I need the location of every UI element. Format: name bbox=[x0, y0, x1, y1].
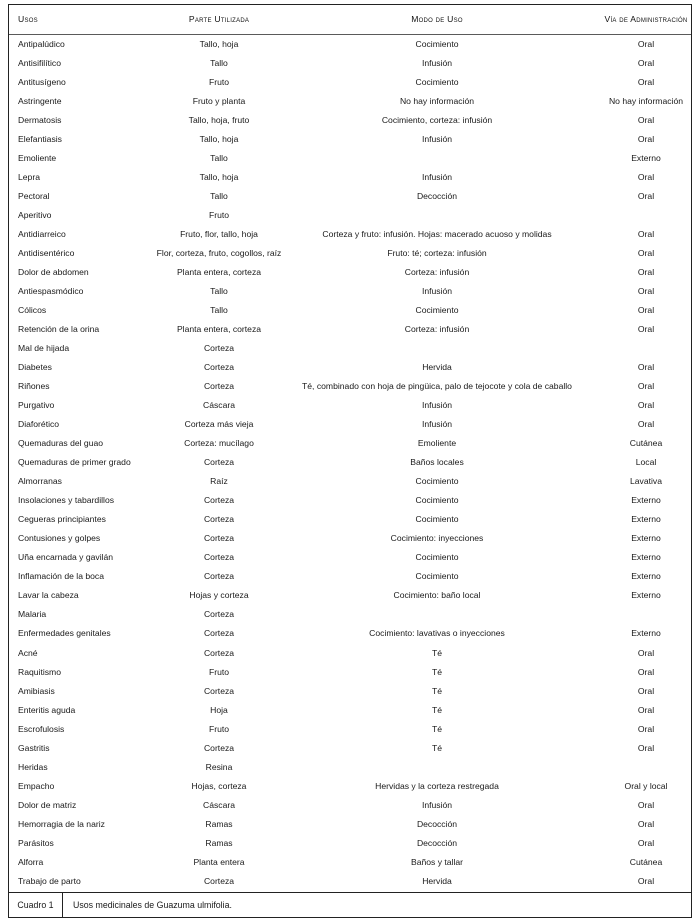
cell-modo: Té bbox=[431, 685, 443, 696]
column-header-modo-de-uso: Modo de Uso bbox=[411, 14, 463, 25]
cell-modo: Corteza: infusión bbox=[404, 267, 470, 278]
cell-parte: Tallo bbox=[210, 305, 228, 316]
cell-modo: Cocimiento: lavativas o inyecciones bbox=[369, 628, 505, 639]
cell-uso: Diaforético bbox=[18, 419, 60, 430]
cell-modo: Infusión bbox=[421, 419, 453, 430]
cell-via: Externo bbox=[631, 533, 661, 544]
cell-modo: Hervida bbox=[422, 875, 452, 886]
cell-via: Oral bbox=[637, 381, 655, 392]
cell-parte: Hojas y corteza bbox=[189, 590, 249, 601]
cell-modo: Corteza: infusión bbox=[404, 324, 470, 335]
cell-uso: Antidisentérico bbox=[18, 248, 75, 259]
cell-uso: Gastritis bbox=[18, 742, 50, 753]
table-row bbox=[9, 814, 691, 833]
cell-uso: Diabetes bbox=[18, 362, 52, 373]
cell-modo: Cocimiento bbox=[415, 495, 459, 506]
cell-uso: Antisifilítico bbox=[18, 58, 61, 69]
table-row bbox=[9, 491, 691, 510]
table-row bbox=[9, 624, 691, 643]
cell-via: Oral bbox=[637, 172, 655, 183]
cell-modo: Cocimiento bbox=[415, 571, 459, 582]
table-row bbox=[9, 92, 691, 111]
cell-via: No hay información bbox=[608, 96, 684, 107]
table-row bbox=[9, 377, 691, 396]
cell-uso: Dolor de matriz bbox=[18, 799, 77, 810]
cell-parte: Fruto bbox=[208, 77, 230, 88]
cell-modo: Cocimiento bbox=[415, 39, 459, 49]
cell-parte: Planta entera, corteza bbox=[176, 324, 262, 335]
cell-uso: Insolaciones y tabardillos bbox=[18, 495, 115, 506]
cell-uso: Uña encarnada y gavilán bbox=[18, 552, 114, 563]
table-row bbox=[9, 529, 691, 548]
cell-modo: Infusión bbox=[421, 799, 453, 810]
cell-parte: Tallo, hoja bbox=[199, 172, 239, 183]
table-row bbox=[9, 206, 691, 225]
table-row bbox=[9, 586, 691, 605]
table-row bbox=[9, 548, 691, 567]
cell-via: Oral bbox=[637, 818, 655, 829]
cell-uso: Mal de hijada bbox=[18, 343, 70, 354]
cell-uso: Malaria bbox=[18, 609, 47, 620]
cell-parte: Tallo bbox=[210, 191, 228, 202]
cell-uso: Alforra bbox=[18, 856, 44, 867]
cell-parte: Fruto bbox=[208, 666, 230, 677]
cell-uso: Quemaduras de primer grado bbox=[18, 457, 131, 468]
cell-modo: Infusión bbox=[421, 286, 453, 297]
table-row bbox=[9, 700, 691, 719]
table-row bbox=[9, 662, 691, 681]
cell-parte: Fruto, flor, tallo, hoja bbox=[180, 229, 258, 240]
cell-uso: Pectoral bbox=[18, 191, 50, 202]
table-row bbox=[9, 263, 691, 282]
table-row bbox=[9, 187, 691, 206]
cell-via: Oral bbox=[637, 799, 655, 810]
cell-uso: Elefantiasis bbox=[18, 134, 62, 145]
cell-modo: Hervidas y la corteza restregada bbox=[375, 780, 499, 791]
cell-uso: Antitusígeno bbox=[18, 77, 66, 88]
cell-modo: Decocción bbox=[416, 837, 458, 848]
cell-modo: Corteza y fruto: infusión. Hojas: macerado acuoso y molidas bbox=[322, 229, 552, 240]
table-row bbox=[9, 738, 691, 757]
cell-uso: Almorranas bbox=[18, 476, 62, 487]
cell-uso: Quemaduras del guao bbox=[18, 438, 104, 449]
column-header-parte-utilizada: Parte Utilizada bbox=[188, 14, 250, 25]
cell-uso: Acné bbox=[18, 647, 38, 658]
cell-via: Oral bbox=[637, 229, 655, 240]
cell-parte: Corteza bbox=[203, 875, 235, 886]
cell-via: Oral bbox=[637, 134, 655, 145]
cell-parte: Tallo bbox=[210, 286, 228, 297]
cell-via: Oral bbox=[637, 39, 655, 49]
cell-uso: Dermatosis bbox=[18, 115, 62, 126]
table-row bbox=[9, 339, 691, 358]
cell-parte: Corteza más vieja bbox=[184, 419, 254, 430]
cell-via: Cutánea bbox=[629, 856, 663, 867]
cell-uso: Dolor de abdomen bbox=[18, 267, 89, 278]
table-row bbox=[9, 871, 691, 890]
cell-modo: Infusión bbox=[421, 134, 453, 145]
cell-modo: Emoliente bbox=[417, 438, 457, 449]
table-row bbox=[9, 795, 691, 814]
table-row bbox=[9, 149, 691, 168]
table-row bbox=[9, 453, 691, 472]
cell-parte: Corteza bbox=[203, 647, 235, 658]
cell-via: Cutánea bbox=[629, 438, 663, 449]
cell-via: Externo bbox=[631, 552, 661, 563]
table-row bbox=[9, 396, 691, 415]
cell-parte: Corteza bbox=[203, 362, 235, 373]
cell-parte: Corteza bbox=[203, 381, 235, 392]
cell-parte: Raíz bbox=[210, 476, 228, 487]
table-row bbox=[9, 434, 691, 453]
cell-uso: Heridas bbox=[18, 761, 48, 772]
cell-parte: Corteza bbox=[203, 552, 235, 563]
cell-uso: Antiespasmódico bbox=[18, 286, 84, 297]
cell-via: Externo bbox=[631, 495, 661, 506]
table-row bbox=[9, 320, 691, 339]
cell-parte: Ramas bbox=[205, 837, 233, 848]
cell-via: Oral bbox=[637, 666, 655, 677]
cell-via: Oral y local bbox=[624, 780, 668, 791]
cell-via: Oral bbox=[637, 400, 655, 411]
table-row bbox=[9, 244, 691, 263]
cell-via: Externo bbox=[631, 153, 661, 164]
cell-parte: Corteza bbox=[203, 742, 235, 753]
cell-parte: Hoja bbox=[210, 704, 228, 715]
table-row bbox=[9, 35, 691, 54]
cell-parte: Corteza bbox=[203, 514, 235, 525]
cell-uso: Antipalúdico bbox=[18, 39, 65, 49]
cell-parte: Corteza bbox=[203, 343, 235, 354]
cell-via: Oral bbox=[637, 685, 655, 696]
cell-via: Oral bbox=[637, 286, 655, 297]
cell-parte: Planta entera, corteza bbox=[176, 267, 262, 278]
cell-parte: Flor, corteza, fruto, cogollos, raíz bbox=[156, 248, 282, 259]
cell-uso: Antidiarreico bbox=[18, 229, 66, 240]
cell-modo: Cocimiento bbox=[415, 514, 459, 525]
cell-parte: Fruto bbox=[208, 723, 230, 734]
table-caption-row bbox=[9, 892, 691, 918]
cell-via: Oral bbox=[637, 742, 655, 753]
cell-via: Oral bbox=[637, 419, 655, 430]
table-row bbox=[9, 852, 691, 871]
cell-via: Externo bbox=[631, 628, 661, 639]
cell-modo: Cocimiento bbox=[415, 552, 459, 563]
cell-uso: Purgativo bbox=[18, 400, 55, 411]
cell-via: Oral bbox=[637, 77, 655, 88]
cell-modo: Té bbox=[431, 742, 443, 753]
table-row bbox=[9, 73, 691, 92]
table-row bbox=[9, 757, 691, 776]
cell-parte: Planta entera bbox=[193, 856, 245, 867]
cell-modo: Té bbox=[431, 723, 443, 734]
column-header-via-de-administracion: Vía de Administración bbox=[604, 14, 688, 25]
cell-via: Oral bbox=[637, 267, 655, 278]
table-row bbox=[9, 111, 691, 130]
cell-via: Externo bbox=[631, 571, 661, 582]
table-row bbox=[9, 225, 691, 244]
cell-via: Local bbox=[635, 457, 657, 468]
cell-uso: Inflamación de la boca bbox=[18, 571, 104, 582]
table-row bbox=[9, 719, 691, 738]
cell-uso: Aperitivo bbox=[18, 210, 52, 221]
cell-uso: Raquitismo bbox=[18, 666, 61, 677]
cell-modo: Cocimiento: baño local bbox=[393, 590, 481, 601]
cell-parte: Fruto bbox=[208, 210, 230, 221]
cell-parte: Corteza bbox=[203, 495, 235, 506]
table-row bbox=[9, 833, 691, 852]
cell-modo: Cocimiento bbox=[415, 476, 459, 487]
cell-uso: Contusiones y golpes bbox=[18, 533, 101, 544]
cell-parte: Resina bbox=[205, 761, 233, 772]
cell-modo: Decocción bbox=[416, 191, 458, 202]
cell-via: Externo bbox=[631, 514, 661, 525]
cell-via: Oral bbox=[637, 58, 655, 69]
cell-via: Lavativa bbox=[629, 476, 663, 487]
cell-modo: Infusión bbox=[421, 172, 453, 183]
cell-via: Oral bbox=[637, 305, 655, 316]
table-row bbox=[9, 681, 691, 700]
medicinal-uses-table bbox=[8, 4, 692, 918]
cell-uso: Lepra bbox=[18, 172, 40, 183]
cell-uso: Amibiasis bbox=[18, 685, 55, 696]
cell-modo: Té bbox=[431, 666, 443, 677]
cell-via: Oral bbox=[637, 115, 655, 126]
cell-modo: Baños locales bbox=[410, 457, 464, 468]
caption-label: Cuadro 1 bbox=[9, 893, 63, 918]
cell-parte: Corteza bbox=[203, 571, 235, 582]
cell-parte: Corteza bbox=[203, 457, 235, 468]
cell-parte: Corteza: mucílago bbox=[184, 438, 254, 449]
cell-parte: Tallo bbox=[210, 58, 228, 69]
cell-parte: Corteza bbox=[203, 628, 235, 639]
cell-modo: Té, combinado con hoja de pingüica, palo de tejocote y cola de caballo bbox=[302, 381, 572, 392]
cell-parte: Corteza bbox=[203, 685, 235, 696]
cell-modo: Cocimiento: inyecciones bbox=[390, 533, 484, 544]
cell-uso: Retención de la orina bbox=[18, 324, 100, 335]
table-header-row bbox=[9, 5, 691, 35]
cell-uso: Empacho bbox=[18, 780, 55, 791]
cell-modo: Baños y tallar bbox=[410, 856, 464, 867]
cell-modo: Infusión bbox=[421, 400, 453, 411]
table-row bbox=[9, 415, 691, 434]
cell-via: Oral bbox=[637, 324, 655, 335]
cell-parte: Corteza bbox=[203, 533, 235, 544]
table-row bbox=[9, 282, 691, 301]
caption-text: Usos medicinales de Guazuma ulmifolia. bbox=[73, 899, 232, 910]
table-row bbox=[9, 776, 691, 795]
table-row bbox=[9, 643, 691, 662]
cell-parte: Corteza bbox=[203, 609, 235, 620]
cell-parte: Hojas, corteza bbox=[191, 780, 247, 791]
cell-modo: Decocción bbox=[416, 818, 458, 829]
cell-via: Oral bbox=[637, 362, 655, 373]
table-row bbox=[9, 567, 691, 586]
table-row bbox=[9, 54, 691, 73]
cell-modo: Té bbox=[431, 647, 443, 658]
cell-via: Oral bbox=[637, 837, 655, 848]
cell-via: Oral bbox=[637, 248, 655, 259]
cell-uso: Cólicos bbox=[18, 305, 47, 316]
table-row bbox=[9, 130, 691, 149]
cell-modo: No hay información bbox=[399, 96, 475, 107]
column-header-usos: Usos bbox=[18, 14, 38, 25]
cell-modo: Cocimiento bbox=[415, 77, 459, 88]
table-row bbox=[9, 168, 691, 187]
cell-via: Externo bbox=[631, 590, 661, 601]
cell-uso: Hemorragia de la nariz bbox=[18, 818, 105, 829]
cell-modo: Té bbox=[431, 704, 443, 715]
cell-uso: Astringente bbox=[18, 96, 62, 107]
cell-parte: Fruto y planta bbox=[192, 96, 246, 107]
cell-parte: Cáscara bbox=[203, 799, 235, 810]
cell-parte: Tallo, hoja, fruto bbox=[188, 115, 250, 126]
cell-uso: Emoliente bbox=[18, 153, 57, 164]
table-row bbox=[9, 301, 691, 320]
cell-via: Oral bbox=[637, 191, 655, 202]
table-row bbox=[9, 510, 691, 529]
cell-via: Oral bbox=[637, 723, 655, 734]
cell-modo: Hervida bbox=[422, 362, 452, 373]
cell-via: Oral bbox=[637, 647, 655, 658]
cell-parte: Tallo, hoja bbox=[199, 39, 239, 49]
cell-parte: Tallo, hoja bbox=[199, 134, 239, 145]
cell-uso: Lavar la cabeza bbox=[18, 590, 79, 601]
table-body bbox=[9, 35, 691, 891]
cell-uso: Escrofulosis bbox=[18, 723, 65, 734]
table-row bbox=[9, 605, 691, 624]
cell-modo: Infusión bbox=[421, 58, 453, 69]
cell-parte: Ramas bbox=[205, 818, 233, 829]
table-row bbox=[9, 358, 691, 377]
cell-uso: Parásitos bbox=[18, 837, 54, 848]
cell-modo: Cocimiento bbox=[415, 305, 459, 316]
cell-uso: Enteritis aguda bbox=[18, 704, 76, 715]
cell-uso: Cegueras principiantes bbox=[18, 514, 106, 525]
cell-uso: Enfermedades genitales bbox=[18, 628, 111, 639]
cell-parte: Cáscara bbox=[203, 400, 235, 411]
cell-parte: Tallo bbox=[210, 153, 228, 164]
cell-modo: Fruto: té; corteza: infusión bbox=[387, 248, 487, 259]
cell-via: Oral bbox=[637, 875, 655, 886]
cell-uso: Trabajo de parto bbox=[18, 875, 81, 886]
cell-via: Oral bbox=[637, 704, 655, 715]
cell-modo: Cocimiento, corteza: infusión bbox=[381, 115, 493, 126]
table-row bbox=[9, 472, 691, 491]
cell-uso: Riñones bbox=[18, 381, 50, 392]
